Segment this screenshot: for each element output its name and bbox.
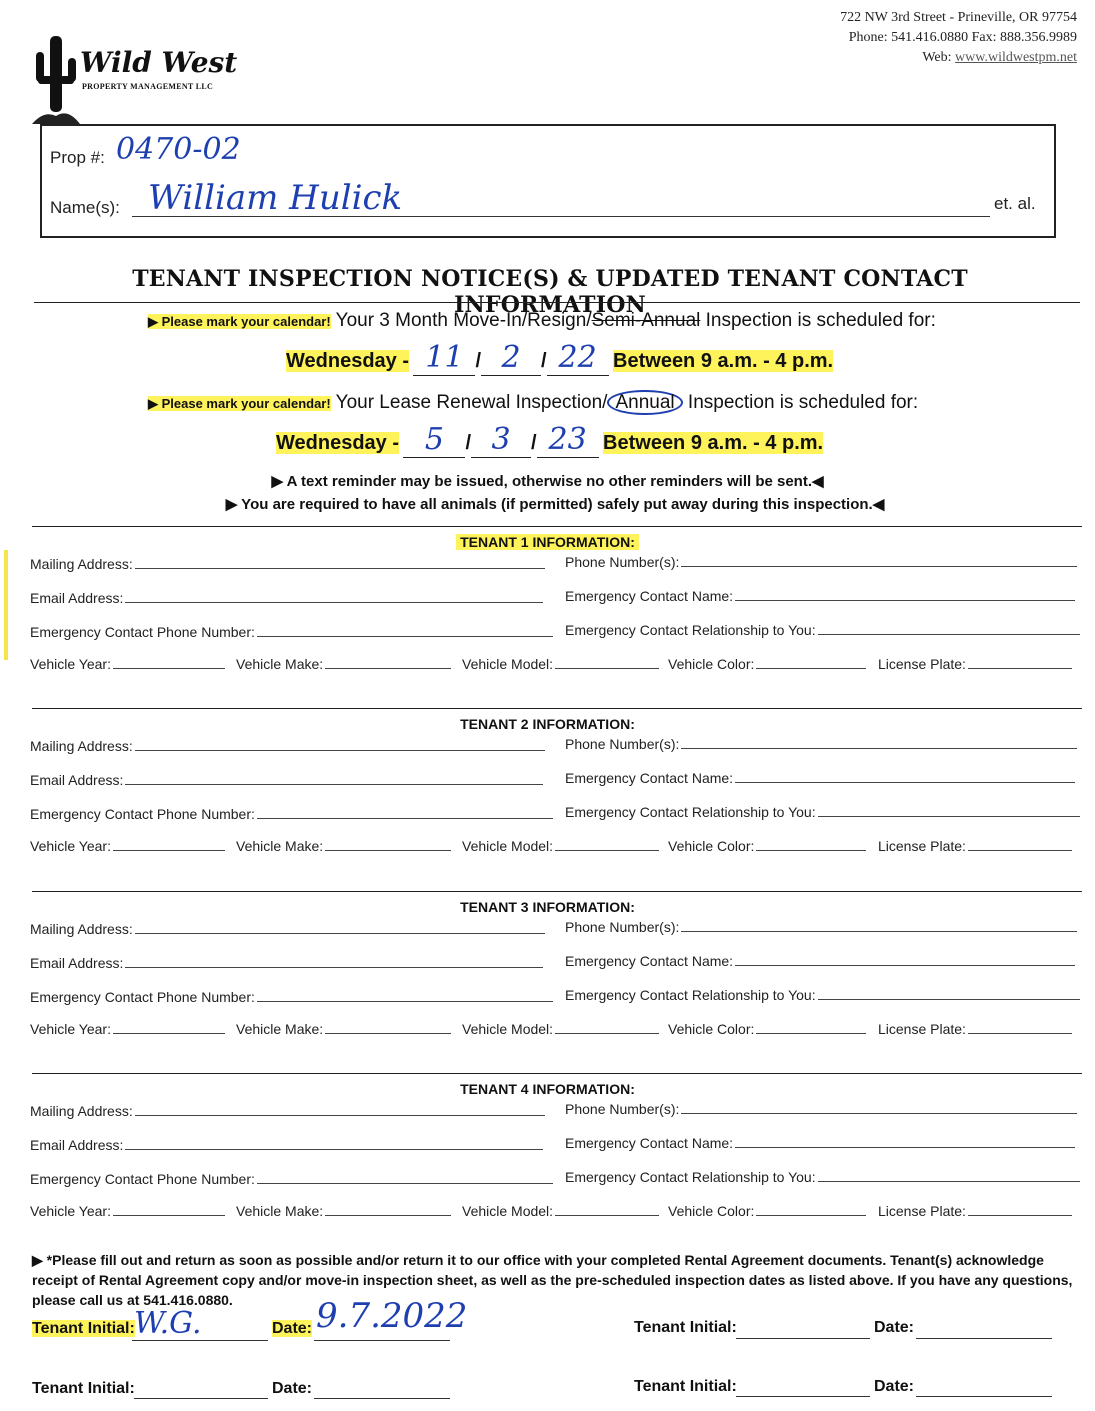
initial-row-1-left (32, 1320, 135, 1338)
mailing-address-input[interactable] (135, 1103, 545, 1116)
phone-number-label: Phone Number(s): (565, 554, 680, 570)
vehicle-year-label: Vehicle Year: (30, 1021, 111, 1037)
vehicle-year-input[interactable] (113, 1021, 225, 1034)
company-web-line (840, 48, 1077, 68)
text-reminder-note: ▶ A text reminder may be issued, otherwise no other reminders will be sent.◀ (271, 473, 824, 490)
email-address-input[interactable] (125, 772, 543, 785)
tenant-initial-label: Tenant Initial: (634, 1378, 737, 1395)
vehicle-year-field (30, 838, 225, 854)
schedule-1-date-line (286, 340, 833, 376)
schedule-1-text-b: Inspection is scheduled for: (700, 310, 936, 331)
tenant-1-title (0, 534, 1095, 550)
license-plate-label: License Plate: (878, 838, 966, 854)
license-plate-label: License Plate: (878, 1021, 966, 1037)
vehicle-color-label: Vehicle Color: (668, 1203, 755, 1219)
vehicle-year-input[interactable] (113, 1203, 225, 1216)
email-address-field (30, 1137, 543, 1153)
tenant-title-text: TENANT 2 INFORMATION: (460, 716, 635, 732)
schedule-2-day: Wednesday - (276, 432, 399, 454)
vehicle-model-field (462, 838, 659, 854)
emergency-contact-phone-field (30, 806, 553, 822)
emergency-contact-relationship-input[interactable] (818, 804, 1080, 817)
vehicle-make-label: Vehicle Make: (236, 1021, 324, 1037)
title-rule (34, 302, 1080, 303)
phone-number-input[interactable] (681, 919, 1077, 932)
emergency-contact-relationship-field (565, 987, 1080, 1003)
mailing-address-field (30, 738, 545, 754)
schedule-2-text-a: Your Lease Renewal Inspection/ (335, 392, 608, 413)
mailing-address-field (30, 1103, 545, 1119)
emergency-contact-relationship-label: Emergency Contact Relationship to You: (565, 987, 816, 1003)
emergency-contact-name-field (565, 1135, 1075, 1151)
vehicle-model-field (462, 1021, 659, 1037)
emergency-contact-phone-field (30, 989, 553, 1005)
tenant-3-title (0, 899, 1095, 915)
vehicle-year-field (30, 1203, 225, 1219)
emergency-contact-phone-input[interactable] (257, 624, 553, 637)
schedule-2-month[interactable]: 5 (403, 422, 465, 458)
vehicle-model-field (462, 1203, 659, 1219)
mailing-address-field (30, 556, 545, 572)
vehicle-model-input[interactable] (555, 1203, 659, 1216)
email-address-field (30, 955, 543, 971)
company-logo (32, 32, 242, 127)
date-sep: / (541, 350, 547, 372)
mailing-address-label: Mailing Address: (30, 738, 133, 754)
company-web: www.wildwestpm.net (955, 50, 1077, 65)
cactus-icon (32, 32, 80, 127)
emergency-contact-name-field (565, 770, 1075, 786)
vehicle-model-label: Vehicle Model: (462, 1021, 554, 1037)
emergency-contact-name-input[interactable] (735, 588, 1075, 601)
annual-circled: Annual (607, 390, 682, 415)
email-address-input[interactable] (125, 1137, 543, 1150)
emergency-contact-relationship-label: Emergency Contact Relationship to You: (565, 1169, 816, 1185)
vehicle-make-input[interactable] (325, 838, 451, 851)
license-plate-input[interactable] (968, 656, 1072, 669)
phone-number-field (565, 736, 1077, 752)
vehicle-model-field (462, 656, 659, 672)
emergency-contact-phone-input[interactable] (257, 806, 553, 819)
vehicle-make-input[interactable] (325, 1021, 451, 1034)
emergency-contact-name-input[interactable] (735, 953, 1075, 966)
vehicle-year-field (30, 1021, 225, 1037)
vehicle-make-field (236, 1021, 451, 1037)
section-rule (32, 708, 1082, 709)
page-title: TENANT INSPECTION NOTICE(S) & UPDATED TENANT CONTACT INFORMATION (132, 266, 968, 318)
vehicle-model-label: Vehicle Model: (462, 838, 554, 854)
tenant-initial-label: Tenant Initial: (32, 1320, 135, 1337)
tenant-4-title (0, 1081, 1095, 1097)
date-sep: / (531, 432, 537, 454)
vehicle-color-label: Vehicle Color: (668, 838, 755, 854)
vehicle-color-field (668, 838, 866, 854)
vehicle-year-label: Vehicle Year: (30, 838, 111, 854)
tenant-initial-label: Tenant Initial: (634, 1319, 737, 1336)
schedule-1-text-a: Your 3 Month Move-In/Resign/ (335, 310, 592, 331)
date-label-1 (272, 1320, 312, 1338)
date-line[interactable] (916, 1338, 1052, 1339)
vehicle-color-field (668, 1021, 866, 1037)
prop-number[interactable]: 0470-02 (116, 132, 241, 167)
vehicle-model-input[interactable] (555, 1021, 659, 1034)
vehicle-make-input[interactable] (325, 656, 451, 669)
vehicle-make-input[interactable] (325, 1203, 451, 1216)
section-rule (32, 891, 1082, 892)
license-plate-field (878, 838, 1072, 854)
tenant-date-1[interactable]: 9.7.2022 (316, 1296, 468, 1336)
email-address-field (30, 590, 543, 606)
mailing-address-field (30, 921, 545, 937)
vehicle-make-field (236, 656, 451, 672)
schedule-1-line (148, 310, 936, 332)
initial-line[interactable] (134, 1398, 268, 1399)
license-plate-field (878, 1203, 1072, 1219)
emergency-contact-name-label: Emergency Contact Name: (565, 770, 734, 786)
phone-number-field (565, 919, 1077, 935)
emergency-contact-name-field (565, 588, 1075, 604)
schedule-1-between: Between 9 a.m. - 4 p.m. (613, 350, 834, 372)
vehicle-color-label: Vehicle Color: (668, 656, 755, 672)
vehicle-color-field (668, 1203, 866, 1219)
vehicle-make-label: Vehicle Make: (236, 1203, 324, 1219)
email-address-input[interactable] (125, 955, 543, 968)
schedule-2-between: Between 9 a.m. - 4 p.m. (603, 432, 824, 454)
section-rule (32, 1073, 1082, 1074)
initial-line[interactable] (736, 1338, 870, 1339)
emergency-contact-name-label: Emergency Contact Name: (565, 1135, 734, 1151)
emergency-contact-phone-label: Emergency Contact Phone Number: (30, 624, 255, 640)
prop-label: Prop #: (50, 148, 105, 167)
vehicle-make-field (236, 838, 451, 854)
emergency-contact-phone-label: Emergency Contact Phone Number: (30, 989, 255, 1005)
tenant-initial-label: Tenant Initial: (32, 1380, 135, 1397)
vehicle-year-input[interactable] (113, 838, 225, 851)
mailing-address-label: Mailing Address: (30, 556, 133, 572)
web-label: Web: (922, 50, 952, 65)
vehicle-make-label: Vehicle Make: (236, 838, 324, 854)
vehicle-year-label: Vehicle Year: (30, 1203, 111, 1219)
email-address-input[interactable] (125, 590, 543, 603)
property-box (40, 124, 1056, 238)
emergency-contact-relationship-input[interactable] (818, 987, 1080, 1000)
date-sep: / (465, 432, 472, 454)
vehicle-color-input[interactable] (756, 1203, 866, 1216)
phone-number-input[interactable] (681, 1101, 1077, 1114)
footer-note: ▶ *Please fill out and return as soon as possible and/or return it to our office with your completed Rental Agreement documents. Tenant(s) acknowledge receipt of Rental Agreement copy and/or move-in inspection sheet, as well as the pre-scheduled inspection dates as listed above. If you have any questions, please call us at 541.416.0880. (32, 1252, 1073, 1308)
calendar-flag-2: ▶ Please mark your calendar! (148, 396, 331, 411)
tenant-title-text: TENANT 3 INFORMATION: (460, 899, 635, 915)
vehicle-model-input[interactable] (555, 838, 659, 851)
license-plate-label: License Plate: (878, 1203, 966, 1219)
emergency-contact-relationship-input[interactable] (818, 1169, 1080, 1182)
email-address-label: Email Address: (30, 772, 124, 788)
phone-number-label: Phone Number(s): (565, 1101, 680, 1117)
phone-number-field (565, 554, 1077, 570)
tenant-title-text: TENANT 4 INFORMATION: (460, 1081, 635, 1097)
date-sep: / (475, 350, 482, 372)
emergency-contact-phone-input[interactable] (257, 1171, 553, 1184)
email-address-label: Email Address: (30, 955, 124, 971)
schedule-2-year[interactable]: 23 (537, 422, 599, 458)
phone-number-label: Phone Number(s): (565, 736, 680, 752)
schedule-2-line (148, 392, 918, 414)
tenant-name[interactable]: William Hulick (148, 178, 403, 218)
mailing-address-label: Mailing Address: (30, 921, 133, 937)
license-plate-input[interactable] (968, 1021, 1072, 1034)
company-phone-fax: Phone: 541.416.0880 Fax: 888.356.9989 (848, 30, 1077, 45)
emergency-contact-phone-input[interactable] (257, 989, 553, 1002)
schedule-1-month[interactable]: 11 (413, 340, 475, 376)
emergency-contact-relationship-field (565, 1169, 1080, 1185)
et-al-label: et. al. (994, 194, 1036, 213)
emergency-contact-phone-field (30, 1171, 553, 1187)
company-name: Wild West (80, 46, 238, 79)
emergency-contact-phone-label: Emergency Contact Phone Number: (30, 1171, 255, 1187)
emergency-contact-phone-field (30, 624, 553, 640)
tenant-initial-1[interactable]: W.G. (134, 1306, 202, 1341)
phone-number-input[interactable] (681, 736, 1077, 749)
schedule-1-year[interactable]: 22 (547, 340, 609, 376)
phone-number-field (565, 1101, 1077, 1117)
mailing-address-input[interactable] (135, 738, 545, 751)
vehicle-year-input[interactable] (113, 656, 225, 669)
vehicle-color-field (668, 656, 866, 672)
emergency-contact-name-input[interactable] (735, 1135, 1075, 1148)
vehicle-model-label: Vehicle Model: (462, 656, 554, 672)
vehicle-model-label: Vehicle Model: (462, 1203, 554, 1219)
license-plate-input[interactable] (968, 1203, 1072, 1216)
initial-line[interactable] (736, 1396, 870, 1397)
date-label: Date: (272, 1320, 313, 1337)
vehicle-make-field (236, 1203, 451, 1219)
animals-note: ▶ You are required to have all animals (if permitted) safely put away during this inspection.◀ (225, 496, 885, 513)
schedule-2-text-b: Inspection is scheduled for: (682, 392, 919, 413)
license-plate-label: License Plate: (878, 656, 966, 672)
emergency-contact-phone-label: Emergency Contact Phone Number: (30, 806, 255, 822)
vehicle-year-field (30, 656, 225, 672)
license-plate-field (878, 656, 1072, 672)
date-line[interactable] (314, 1398, 450, 1399)
vehicle-color-input[interactable] (756, 1021, 866, 1034)
company-address-block (840, 8, 1077, 68)
emergency-contact-name-input[interactable] (735, 770, 1075, 783)
schedule-2-date-line (276, 422, 823, 458)
phone-number-input[interactable] (681, 554, 1077, 567)
tenant-title-text: TENANT 1 INFORMATION: (456, 534, 639, 550)
calendar-flag-1: ▶ Please mark your calendar! (148, 314, 331, 329)
section-rule (32, 526, 1082, 527)
date-label: Date: (272, 1380, 313, 1397)
schedule-1-day: Wednesday - (286, 350, 409, 372)
mailing-address-input[interactable] (135, 921, 545, 934)
license-plate-field (878, 1021, 1072, 1037)
date-label: Date: (874, 1378, 915, 1395)
vehicle-model-input[interactable] (555, 656, 659, 669)
emergency-contact-relationship-label: Emergency Contact Relationship to You: (565, 622, 816, 638)
tenant-2-title (0, 716, 1095, 732)
emergency-contact-relationship-label: Emergency Contact Relationship to You: (565, 804, 816, 820)
vehicle-color-input[interactable] (756, 656, 866, 669)
company-address: 722 NW 3rd Street - Prineville, OR 97754 (840, 10, 1077, 25)
phone-number-label: Phone Number(s): (565, 919, 680, 935)
company-subtitle: PROPERTY MANAGEMENT LLC (82, 82, 214, 91)
vehicle-make-label: Vehicle Make: (236, 656, 324, 672)
schedule-2-day-num[interactable]: 3 (471, 422, 531, 458)
mailing-address-input[interactable] (135, 556, 545, 569)
emergency-contact-name-label: Emergency Contact Name: (565, 953, 734, 969)
date-line (314, 1340, 450, 1341)
emergency-contact-name-label: Emergency Contact Name: (565, 588, 734, 604)
name-label: Name(s): (50, 198, 120, 217)
emergency-contact-relationship-field (565, 622, 1080, 638)
emergency-contact-relationship-input[interactable] (818, 622, 1080, 635)
email-address-field (30, 772, 543, 788)
semi-annual-struck: Semi-Annual (591, 310, 701, 331)
highlighter-mark (4, 550, 8, 660)
email-address-label: Email Address: (30, 590, 124, 606)
email-address-label: Email Address: (30, 1137, 124, 1153)
vehicle-color-label: Vehicle Color: (668, 1021, 755, 1037)
mailing-address-label: Mailing Address: (30, 1103, 133, 1119)
emergency-contact-name-field (565, 953, 1075, 969)
date-label: Date: (874, 1319, 915, 1336)
license-plate-input[interactable] (968, 838, 1072, 851)
vehicle-year-label: Vehicle Year: (30, 656, 111, 672)
schedule-1-day-num[interactable]: 2 (481, 340, 541, 376)
vehicle-color-input[interactable] (756, 838, 866, 851)
emergency-contact-relationship-field (565, 804, 1080, 820)
date-line[interactable] (916, 1396, 1052, 1397)
